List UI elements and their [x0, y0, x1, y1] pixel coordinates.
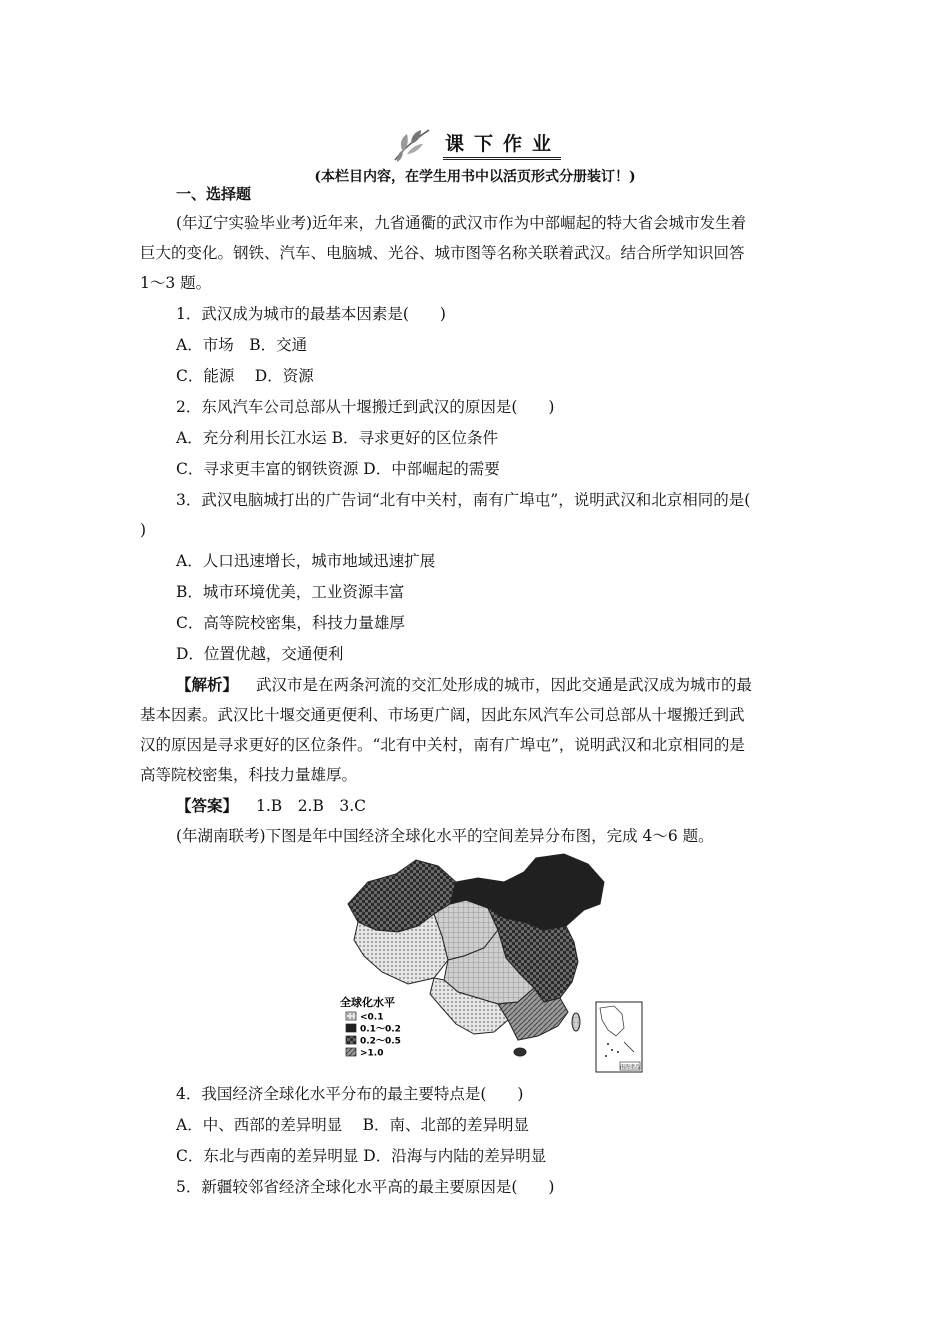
region-hainan: [514, 1048, 526, 1056]
passage1-line3: 1～3 题。: [140, 274, 212, 292]
legend-item-1: <0.1: [360, 1012, 384, 1023]
inset-south-sea: [596, 1002, 642, 1072]
q4-options-ab: A．中、西部的差异明显 B．南、北部的差异明显: [176, 1116, 530, 1134]
analysis-line1: 武汉市是在两条河流的交汇处形成的城市，因此交通是武汉成为城市的最: [256, 676, 753, 694]
q2-options-cd: C．寻求更丰富的钢铁资源 D．中部崛起的需要: [176, 460, 500, 478]
q5-stem: 5．新疆较邻省经济全球化水平高的最主要原因是( ): [176, 1178, 555, 1196]
q3-option-c: C．高等院校密集，科技力量雄厚: [176, 614, 405, 632]
q3-option-b: B．城市环境优美，工业资源丰富: [176, 583, 405, 601]
header-title: 课下作业: [443, 129, 561, 160]
answer-label: 【答案】: [176, 797, 239, 815]
passage2-line1: (年湖南联考)下图是年中国经济全球化水平的空间差异分布图，完成 4～6 题。: [176, 827, 714, 845]
q1-options-cd: C．能源 D．资源: [176, 367, 314, 385]
answer-value: 1.B 2.B 3.C: [256, 797, 367, 815]
q3-stem: 3．武汉电脑城打出的广告词“北有中关村，南有广埠屯”，说明武汉和北京相同的是(: [176, 491, 751, 509]
analysis-label: 【解析】: [176, 676, 239, 694]
legend-swatch-3: [346, 1036, 356, 1044]
q3-stem-end: ): [140, 521, 147, 539]
legend-swatch-1: [346, 1012, 356, 1020]
q3-option-d: D．位置优越，交通便利: [176, 645, 344, 663]
analysis-line2: 基本因素。武汉比十堰交通更便利、市场更广阔，因此东风汽车公司总部从十堰搬迁到武: [140, 706, 745, 724]
section-title: 一、选择题: [176, 185, 252, 203]
q2-stem: 2．东风汽车公司总部从十堰搬迁到武汉的原因是( ): [176, 398, 555, 416]
map-legend: [340, 995, 401, 1059]
q1-stem: 1．武汉成为城市的最基本因素是( ): [176, 305, 446, 323]
legend-swatch-2: [346, 1024, 356, 1032]
analysis-first-line: [176, 675, 752, 695]
q1-options-ab: A．市场 B．交通: [176, 336, 308, 354]
analysis-line4: 高等院校密集，科技力量雄厚。: [140, 766, 358, 784]
region-taiwan: [572, 1013, 580, 1031]
answer-line: [176, 796, 366, 816]
legend-title: 全球化水平: [340, 996, 395, 1009]
passage1-line2: 巨大的变化。钢铁、汽车、电脑城、光谷、城市图等名称关联着武汉。结合所学知识回答: [140, 244, 745, 262]
analysis-line3: 汉的原因是寻求更好的区位条件。“北有中关村，南有广埠屯”，说明武汉和北京相同的是: [140, 736, 745, 754]
q4-options-cd: C．东北与西南的差异明显 D．沿海与内陆的差异明显: [176, 1147, 547, 1165]
legend-swatch-4: [346, 1048, 356, 1056]
leaf-decoration-icon: [389, 124, 437, 164]
legend-item-2: 0.1～0.2: [360, 1024, 401, 1035]
legend-item-4: >1.0: [360, 1048, 384, 1059]
legend-item-3: 0.2～0.5: [360, 1036, 401, 1047]
header: [0, 124, 950, 168]
q2-options-ab: A．充分利用长江水运 B．寻求更好的区位条件: [176, 429, 499, 447]
map-figure: [338, 852, 646, 1074]
q4-stem: 4．我国经济全球化水平分布的最主要特点是( ): [176, 1085, 524, 1103]
q3-option-a: A．人口迅速增长，城市地域迅速扩展: [176, 552, 436, 570]
inset-label: 南海诸岛: [619, 1064, 641, 1071]
header-note: (本栏目内容，在学生用书中以活页形式分册装订！): [314, 169, 636, 185]
passage1-line1: (年辽宁实验毕业考)近年来，九省通衢的武汉市作为中部崛起的特大省会城市发生着: [176, 214, 747, 232]
china-globalization-map: [338, 852, 646, 1074]
